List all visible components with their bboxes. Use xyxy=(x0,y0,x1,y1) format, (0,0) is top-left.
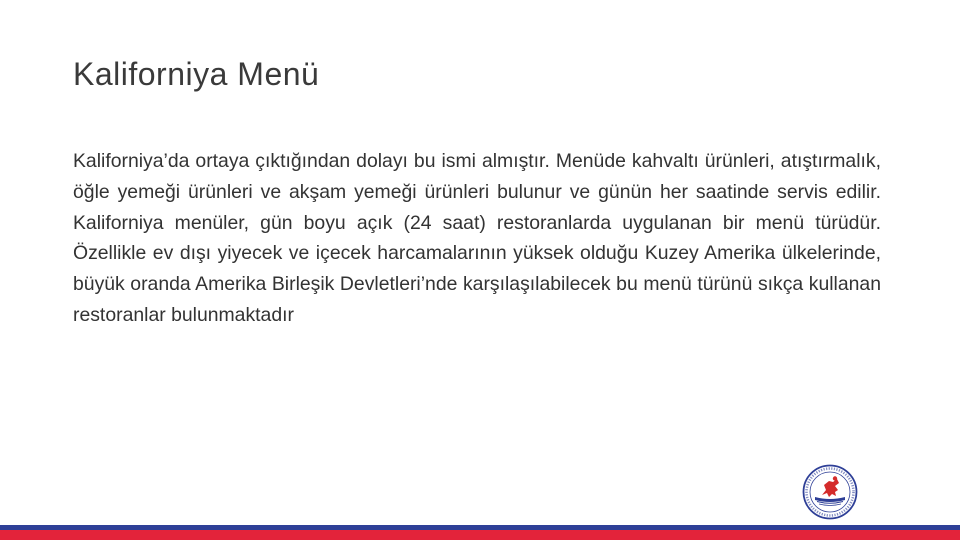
footer-red-band xyxy=(0,530,960,540)
slide-title: Kaliforniya Menü xyxy=(73,56,320,92)
university-seal-icon xyxy=(802,464,858,520)
slide-body-text: Kaliforniya’da ortaya çıktığından dolayı bu ismi almıştır. Menüde kahvaltı ürünleri, atıştırmalık, öğle yemeği ürünleri ve akşam yemeği ürünleri bulunur ve günün her saatinde servis edilir. Kaliforniya menüler, gün boyu açık (24 saat) restoranlarda uygulanan bir menü türüdür. Özellikle ev dışı yiyecek ve içecek harcamalarının yüksek olduğu Kuzey Amerika ülkelerinde, büyük oranda Amerika Birleşik Devletleri’nde karşılaşılabilecek bu menü türünü sıkça kullanan restoranlar bulunmaktadır xyxy=(73,150,881,326)
